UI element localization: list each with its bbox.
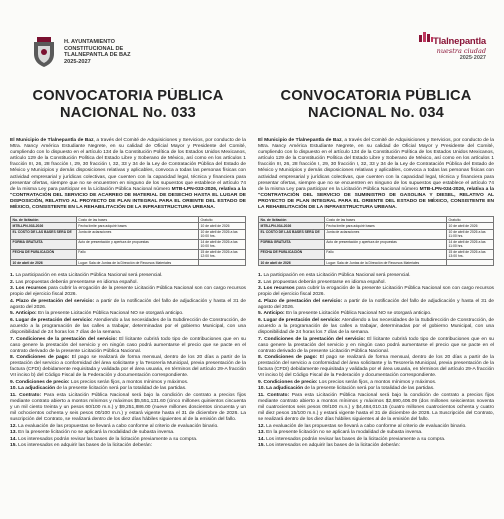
convocatoria-034-column <box>258 88 494 519</box>
item-number: 12. <box>10 423 17 429</box>
schedule-cell-lot: FECHA DE PUBLICACIÓN <box>11 249 77 259</box>
item-heading: Lugar de prestación del servicio: <box>263 317 341 323</box>
schedule-cell-date: Gratuito <box>198 217 245 223</box>
item-number: 3. <box>258 286 263 292</box>
condition-item <box>258 424 494 430</box>
item-text: a partir de la notificación del fallo de adjudicación y hasta el 31 de agosto del 2026. <box>258 298 494 310</box>
schedule-cell-date <box>446 260 493 266</box>
item-text: El licitante cubrirá todo tipo de contribuciones que en su caso genere la prestación del servicio y en ningún caso podrá aumentarse el precio que se pacte en el contrato derivado de la presente Licitación Pública Nacional. <box>10 336 246 354</box>
item-text: El pago se realizará de forma mensual, dentro de los 20 días a partir de la prestación del servicio a conformidad del área solicitante y la Tesorería Municipal, previa presentación de la factura (CFDI) debidamente requisitada y validada por el área usuaria, en términos del artículo 29-A fracción VII inciso b) del Código Fiscal de la Federación y documentación correspondiente. <box>258 355 494 379</box>
schedule-table <box>258 216 494 266</box>
item-heading: Condiciones de precio: <box>263 379 318 385</box>
schedule-cell-event: Lugar: Sala de Juntas de la Dirección de Recursos Materiales <box>76 260 198 266</box>
schedule-cell-event: Junta de aclaraciones <box>76 229 198 239</box>
item-number: 2. <box>258 279 263 285</box>
schedule-row <box>259 260 494 266</box>
condition-item <box>258 430 494 436</box>
item-heading: Condiciones de precio: <box>15 379 70 385</box>
brand-logo <box>433 37 486 61</box>
schedule-cell-event: Fallo <box>324 249 446 259</box>
condition-item <box>10 437 246 443</box>
item-heading: La adjudicación <box>18 386 56 392</box>
item-text: El pago se realizará de forma mensual, dentro de los 20 días a partir de la prestación del servicio a conformidad del área solicitante y la Tesorería Municipal, previa presentación de la factura (CFDI) debidamente requisitada y validada por el área usuaria, en términos del artículo 29-A fracción VII inciso b) del Código Fiscal de la Federación y documentación correspondiente. <box>10 355 246 379</box>
item-number: 9. <box>10 379 15 385</box>
condition-item <box>10 286 246 298</box>
item-text: a partir de la notificación del fallo de adjudicación y hasta el 31 de agosto del 2026. <box>10 298 246 310</box>
item-text: de la presente licitación será por la totalidad de las partidas. <box>303 386 435 392</box>
schedule-cell-lot: MTB-LPN-034-2026 <box>259 223 325 229</box>
intro-lead: El Municipio de Tlalnepantla de Baz <box>258 138 342 143</box>
condition-item <box>258 437 494 443</box>
condition-item <box>10 299 246 311</box>
schedule-cell-event: Lugar: Sala de Juntas de la Dirección de Recursos Materiales <box>324 260 446 266</box>
condition-item <box>258 299 494 311</box>
item-text: Los interesados podrán revisar las bases de la licitación previamente a su compra. <box>18 436 198 442</box>
schedule-cell-event: Acto de presentación y apertura de propuestas <box>324 239 446 249</box>
item-text: Para esta Licitación Pública Nacional será bajo la condición de contrato a precios fijos mediante contrato abierto a montos mínimos y máximos $5,551,131.60 (cinco millones quinientos cincuenta y un mil ciento treinta y un pesos 60/100 m.n.) y $9,251,886.00 (nueve millones doscientos cincuenta y un mil ochocientos ochenta y seis pesos 00/100 m.n.) y estará vigente hasta el 31 de diciembre de 2026. La suscripción del Contrato, se realizará dentro de los diez días hábiles siguientes al de la emisión del fallo. <box>10 392 246 423</box>
intro-tail: MTB-LPN-033-2026, relativa a la "CONTRATACIÓN DEL SERVICIO DE ACARREO DE MATERIAL DE DESECHO HASTA EL LUGAR DE DISPOSICIÓN, RELATIVO AL PROYECTO DE PLAN INTEGRAL PARA EL ORIENTE DEL ESTADO DE MÉXICO, CONSISTENTE EN LA REHABILITACIÓN DE LA INFRAESTRUCTURA URBANA. <box>10 186 246 211</box>
schedule-cell-lot: EL COSTO DE LAS BASES SERÁ DE <box>11 229 77 239</box>
schedule-row <box>259 229 494 239</box>
item-text: Los interesados podrán revisar las bases de la licitación previamente a su compra. <box>266 436 446 442</box>
item-text: Las propuestas deberán presentarse en idioma español. <box>15 279 138 285</box>
schedule-row <box>11 229 246 239</box>
condition-item <box>258 280 494 286</box>
condition-item <box>258 386 494 392</box>
intro-text: , a través del Comité de Adquisiciones y Servicios, por conducto de la Mtra. Nancy América Estudiante Negrete, en su calidad de Oficial Mayor y Presidente del Comité, cumpliendo con lo dispuesto en el artículo 134 de la Constitución Política de los Estados Unidos Mexicanos, artículo 129 de la Constitución Política del Estado Libre y Soberano de México, así como en los artículos 1 fracción III, 26, 28 fracción I, 29, 30 fracción I, 32, 33 y 34 de la Ley de Contratación Pública del Estado de México y Municipios y demás disposiciones relativas y aplicables, convoca a todas las personas físicas con actividad empresarial y jurídicas colectivas, que cuenten con la capacidad legal, técnica y financiera para presentar ofertas, siempre que no se encuentren en ninguno de los supuestos que establece el artículo 74 de la misma Ley para participar en la Licitación Pública Nacional número <box>258 138 494 192</box>
item-heading: Lugar de prestación del servicio: <box>15 317 93 323</box>
brand-years: 2025·2027 <box>459 55 486 61</box>
schedule-cell-event: Fallo <box>76 249 198 259</box>
item-heading: Condiciones de la prestación del servicio: <box>264 336 366 342</box>
item-number: 4. <box>258 298 263 304</box>
conditions-list <box>258 273 494 449</box>
item-text: En la presente licitación no se aplicará la modalidad de subasta inversa. <box>266 430 423 436</box>
item-text: Atendiendo a las necesidades de la Subdirección de Construcción, de acuerdo a la programación de las calles a trabajar, determinadas por el gobierno Municipal, con una disponibilidad de 24 horas los 7 días de la semana. <box>10 317 246 336</box>
schedule-cell-date: 10 de abril de 2026 <box>198 223 245 229</box>
page-header <box>0 0 504 76</box>
item-heading: Anticipo: <box>263 311 285 317</box>
title-line: CONVOCATORIA PÚBLICA <box>280 88 472 104</box>
item-number: 7. <box>258 336 263 342</box>
item-heading: Anticipo: <box>15 311 37 317</box>
schedule-cell-event: Acto de presentación y apertura de propuestas <box>76 239 198 249</box>
schedule-cell-lot: 10 de abril de 2026 <box>11 260 77 266</box>
item-number: 9. <box>258 379 263 385</box>
item-number: 6. <box>10 317 15 323</box>
item-text: La evaluación de las propuestas se llevará a cabo conforme al criterio de evaluación binario. <box>266 423 467 429</box>
item-number: 13. <box>258 430 265 436</box>
item-text: Los precios serán fijos, a montos mínimos y máximos. <box>69 379 189 385</box>
condition-item <box>10 273 246 279</box>
item-number: 1. <box>10 273 15 279</box>
schedule-cell-event: Fecha límite para adquirir bases <box>324 223 446 229</box>
item-heading: Contrato: <box>19 392 42 398</box>
schedule-cell-date: 15 de abril de 2026 a las 12:00 hrs. <box>198 249 245 259</box>
item-number: 11. <box>10 392 17 398</box>
item-number: 2. <box>10 279 15 285</box>
conditions-list <box>10 273 246 449</box>
item-heading: Plazo de prestación del servicio: <box>16 298 95 304</box>
item-number: 10. <box>10 386 17 392</box>
item-number: 5. <box>10 311 15 317</box>
schedule-cell-lot: EL COSTO DE LAS BASES SERÁ DE <box>259 229 325 239</box>
item-text: Los interesados en adquirir las bases de la licitación deberán: <box>266 443 400 449</box>
schedule-cell-lot: FORMA GRATUITA <box>259 239 325 249</box>
item-text: Los interesados en adquirir las bases de la licitación deberán: <box>18 443 152 449</box>
title-line: NACIONAL No. 034 <box>308 105 444 121</box>
condition-item <box>10 311 246 317</box>
item-number: 15. <box>10 443 17 449</box>
ayuntamiento-line: CONSTITUCIONAL DE <box>64 45 124 52</box>
condition-item <box>258 355 494 379</box>
item-text: En la presente licitación no se aplicará la modalidad de subasta inversa. <box>18 430 175 436</box>
intro-paragraph <box>258 138 494 211</box>
intro-tail: MTB-LPN-034-2026, relativa a la "CONTRATACIÓN DEL SERVICIO DE SUMINISTRO DE GASOLINA Y DIESEL, RELATIVO AL PROYECTO DE PLAN INTEGRAL PARA EL ORIENTE DEL ESTADO DE MÉXICO, CONSISTENTE EN LA REHABILITACIÓN DE LA INFRAESTRUCTURA URBANA. <box>258 186 494 211</box>
municipal-seal-icon <box>30 36 58 68</box>
item-text: Las propuestas deberán presentarse en idioma español. <box>263 279 386 285</box>
item-heading: Condiciones de la prestación del servicio: <box>16 336 118 342</box>
schedule-row <box>259 239 494 249</box>
item-number: 11. <box>258 392 265 398</box>
convocatoria-title <box>10 88 246 122</box>
schedule-cell-date: 10 de abril de 2026 a las 10:00 hrs. <box>198 229 245 239</box>
item-text: La participación en esta Licitación Pública Nacional será presencial. <box>263 273 411 279</box>
condition-item <box>10 280 246 286</box>
condition-item <box>10 318 246 336</box>
item-number: 13. <box>10 430 17 436</box>
item-text: para cubrir la erogación de la presente Licitación Pública Nacional son con cargo recursos propio del ejercicio fiscal 2026. <box>258 286 494 298</box>
condition-item <box>10 386 246 392</box>
intro-paragraph <box>10 138 246 211</box>
schedule-cell-date: 14 de abril de 2026 a las 11:00 hrs. <box>446 239 493 249</box>
schedule-cell-event: Fecha límite para adquirir bases <box>76 223 198 229</box>
schedule-cell-lot: FECHA DE PUBLICACIÓN <box>259 249 325 259</box>
item-text: Para esta Licitación Pública Nacional será bajo la condición de contrato a precios fijos mediante contrato abierto a montos mínimos y máximos $2,690,406.09 (dos millones seiscientos noventa mil cuatrocientos seis pesos 09/100 m.n.) y $4,484,010.15 (cuatro millones cuatrocientos ochenta y cuatro mil diez pesos 15/100 m.n.) y estará vigente hasta el 31 de diciembre de 2026. La Suscripción del Contrato, se realizará dentro de los diez días hábiles siguientes al de la emisión del fallo. <box>258 392 494 423</box>
title-line: NACIONAL No. 033 <box>60 105 196 121</box>
schedule-row <box>11 249 246 259</box>
item-text: Atendiendo a las necesidades de la Subdirección de Construcción, de acuerdo a la programación de las calles a trabajar, determinadas por el gobierno Municipal, con una disponibilidad de 24 horas los 7 días de la semana. <box>258 317 494 336</box>
condition-item <box>258 318 494 336</box>
condition-item <box>10 355 246 379</box>
schedule-cell-lot: MTB-LPN-033-2026 <box>11 223 77 229</box>
item-text: En la presente Licitación Pública Nacional NO se otorgará anticipo. <box>284 311 432 317</box>
item-text: El licitante cubrirá todo tipo de contribuciones que en su caso genere la prestación del servicio y en ningún caso podrá aumentarse el precio que se pacte en el contrato derivado de la presente Licitación Pública Nacional. <box>258 336 494 354</box>
schedule-cell-date: 14 de abril de 2026 a las 10:00 hrs. <box>198 239 245 249</box>
schedule-cell-date: 15 de abril de 2026 a las 13:00 hrs. <box>446 249 493 259</box>
schedule-cell-lot: FORMA GRATUITA <box>11 239 77 249</box>
brand-tagline: nuestra ciudad <box>436 47 486 55</box>
item-number: 14. <box>258 436 265 442</box>
convocatoria-title <box>258 88 494 122</box>
item-heading: Los recursos <box>15 286 47 292</box>
condition-item <box>10 424 246 430</box>
schedule-cell-event: Costo de las bases <box>76 217 198 223</box>
schedule-cell-lot: No. de licitación <box>11 217 77 223</box>
condition-item <box>10 443 246 449</box>
schedule-cell-lot: 10 de abril de 2026 <box>259 260 325 266</box>
condition-item <box>258 393 494 423</box>
item-number: 7. <box>10 336 15 342</box>
intro-text: , a través del Comité de Adquisiciones y Servicios, por conducto de la Mtra. Nancy América Estudiante Negrete, en su calidad de Oficial Mayor y Presidente del Comité, cumpliendo con lo dispuesto en el artículo 134 de la Constitución Política de los Estados Unidos Mexicanos, artículo 129 de la Constitución Política del Estado Libre y Soberano de México, así como en los artículos 1 fracción III, 26, 28 fracción I, 29, 30 fracción I, 32, 33 y 34 de la Ley de Contratación Pública del Estado de México y Municipios y demás disposiciones relativas y aplicables, convoca a todas las personas físicas con actividad empresarial y jurídicas colectivas, que cuenten con la capacidad legal, técnica y financiera para presentar ofertas, siempre que no se encuentren en ninguno de los supuestos que establece el artículo 74 de la misma Ley para participar en la Licitación Pública Nacional número <box>10 138 246 192</box>
item-number: 4. <box>10 298 15 304</box>
condition-item <box>258 286 494 298</box>
condition-item <box>258 443 494 449</box>
condition-item <box>258 337 494 355</box>
ayuntamiento-line: H. AYUNTAMIENTO <box>64 39 115 45</box>
item-heading: Los recursos <box>263 286 295 292</box>
condition-item <box>10 430 246 436</box>
item-text: para cubrir la erogación de la presente Licitación Pública Nacional son con cargo recursos propio del ejercicio fiscal 2026. <box>10 286 246 298</box>
item-number: 6. <box>258 317 263 323</box>
ayuntamiento-line: TLALNEPANTLA DE BAZ <box>64 52 131 59</box>
item-text: Los precios serán fijos, a montos mínimos y máximos. <box>317 379 437 385</box>
item-number: 12. <box>258 423 265 429</box>
convocatoria-033-column <box>10 88 246 519</box>
schedule-row <box>259 249 494 259</box>
item-number: 15. <box>258 443 265 449</box>
condition-item <box>10 393 246 423</box>
schedule-cell-event: Costo de las bases <box>324 217 446 223</box>
item-number: 5. <box>258 311 263 317</box>
schedule-cell-date <box>198 260 245 266</box>
brand-name: Tlalnepantla <box>432 36 486 47</box>
item-number: 14. <box>10 436 17 442</box>
schedule-row <box>11 239 246 249</box>
ayuntamiento-label <box>64 39 131 65</box>
ayuntamiento-line: 2025-2027 <box>64 58 91 65</box>
item-text: La evaluación de las propuestas se llevará a cabo conforme al criterio de evaluación binario. <box>18 423 219 429</box>
item-text: de la presente licitación será por la totalidad de las partidas. <box>55 386 187 392</box>
condition-item <box>258 273 494 279</box>
item-heading: Contrato: <box>267 392 290 398</box>
condition-item <box>10 337 246 355</box>
city-skyline-icon <box>418 30 434 42</box>
schedule-table <box>10 216 246 266</box>
schedule-cell-date: 10 de abril de 2026 a las 11:00 hrs. <box>446 229 493 239</box>
schedule-cell-date: 10 de abril de 2026 <box>446 223 493 229</box>
item-number: 8. <box>10 355 15 361</box>
schedule-cell-event: Junta de aclaraciones <box>324 229 446 239</box>
condition-item <box>258 311 494 317</box>
schedule-row <box>11 260 246 266</box>
item-number: 3. <box>10 286 15 292</box>
item-number: 8. <box>258 355 263 361</box>
item-number: 10. <box>258 386 265 392</box>
intro-lead: El Municipio de Tlalnepantla de Baz <box>10 138 94 143</box>
item-heading: Condiciones de pago: <box>16 355 70 361</box>
schedule-cell-lot: No. de licitación <box>259 217 325 223</box>
item-text: En la presente Licitación Pública Nacional NO se otorgará anticipo. <box>36 311 184 317</box>
schedule-cell-date: Gratuito <box>446 217 493 223</box>
item-heading: Condiciones de pago: <box>264 355 318 361</box>
item-number: 1. <box>258 273 263 279</box>
title-line: CONVOCATORIA PÚBLICA <box>32 88 224 104</box>
item-heading: La adjudicación <box>266 386 304 392</box>
item-heading: Plazo de prestación del servicio: <box>264 298 343 304</box>
item-text: La participación en esta Licitación Pública Nacional será presencial. <box>15 273 163 279</box>
